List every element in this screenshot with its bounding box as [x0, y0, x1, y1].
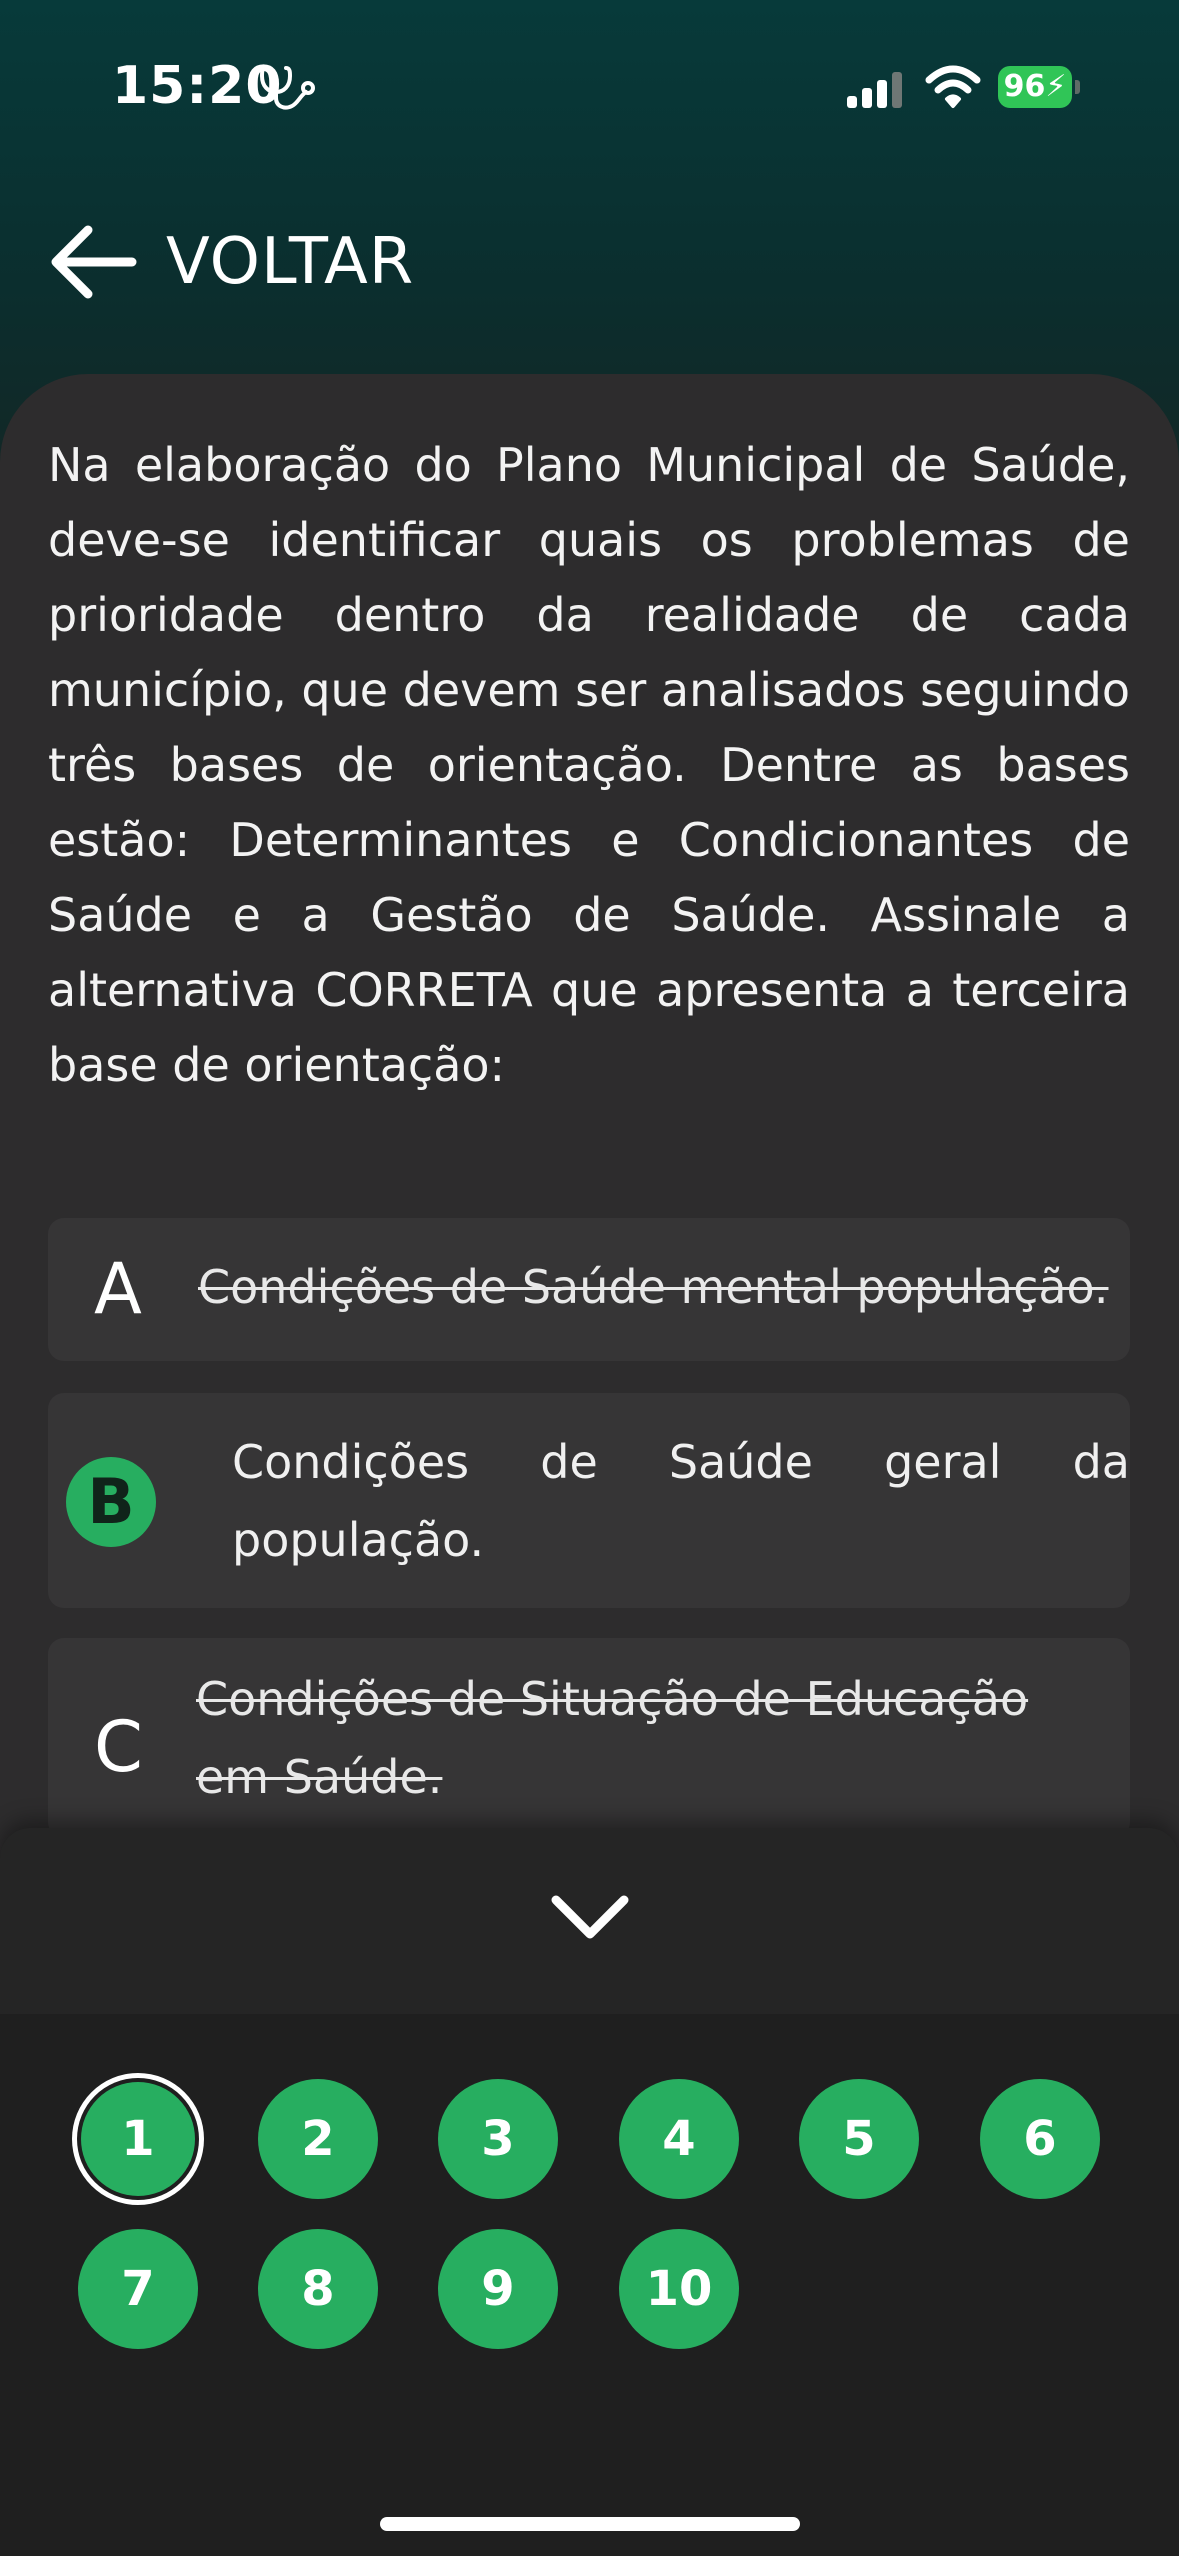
status-time: 15:20 [112, 56, 283, 116]
option-b[interactable] [48, 1393, 1130, 1608]
question-number-button[interactable]: 1 [81, 2082, 195, 2196]
option-letter: A [94, 1248, 142, 1330]
stethoscope-icon [258, 62, 318, 112]
option-text: Condições de Saúde mental população. [198, 1260, 1109, 1314]
question-number-button[interactable]: 5 [799, 2079, 919, 2199]
cellular-signal-icon [845, 70, 905, 110]
option-text: Condições de Situação de Educação em Saúde. [196, 1672, 1029, 1804]
question-number-button[interactable]: 9 [438, 2229, 558, 2349]
home-indicator[interactable] [380, 2517, 800, 2531]
battery-level: 96⚡ [998, 66, 1072, 108]
question-number-button[interactable]: 2 [258, 2079, 378, 2199]
question-text: Na elaboração do Plano Municipal de Saúde, deve-se identificar quais os problemas de prioridade dentro da realidade de cada município, que devem ser analisados seguindo três bases de orientação. Dentre as bases estão: Determinantes e Condicionantes de Saúde e a Gestão de Saúde. Assinale a alternativa CORRETA que apresenta a terceira base de orientação: [48, 438, 1130, 1092]
question-number-button[interactable]: 4 [619, 2079, 739, 2199]
option-letter-selected: B [66, 1457, 156, 1547]
question-number-button[interactable]: 7 [78, 2229, 198, 2349]
wifi-icon [925, 64, 981, 110]
option-a[interactable] [48, 1218, 1130, 1361]
battery-tip [1075, 80, 1080, 94]
question-number-button[interactable]: 3 [438, 2079, 558, 2199]
back-button[interactable] [48, 212, 414, 312]
arrow-left-icon [48, 222, 138, 302]
question-number-button[interactable]: 8 [258, 2229, 378, 2349]
battery-indicator [998, 66, 1078, 108]
question-number-button[interactable]: 6 [980, 2079, 1100, 2199]
option-letter: C [94, 1706, 143, 1788]
chevron-down-icon[interactable] [548, 1888, 632, 1948]
question-number-button[interactable]: 10 [619, 2229, 739, 2349]
option-c[interactable] [48, 1638, 1130, 1838]
option-text: Condições de Saúde geral da população. [232, 1435, 1130, 1567]
back-label: VOLTAR [166, 225, 415, 299]
